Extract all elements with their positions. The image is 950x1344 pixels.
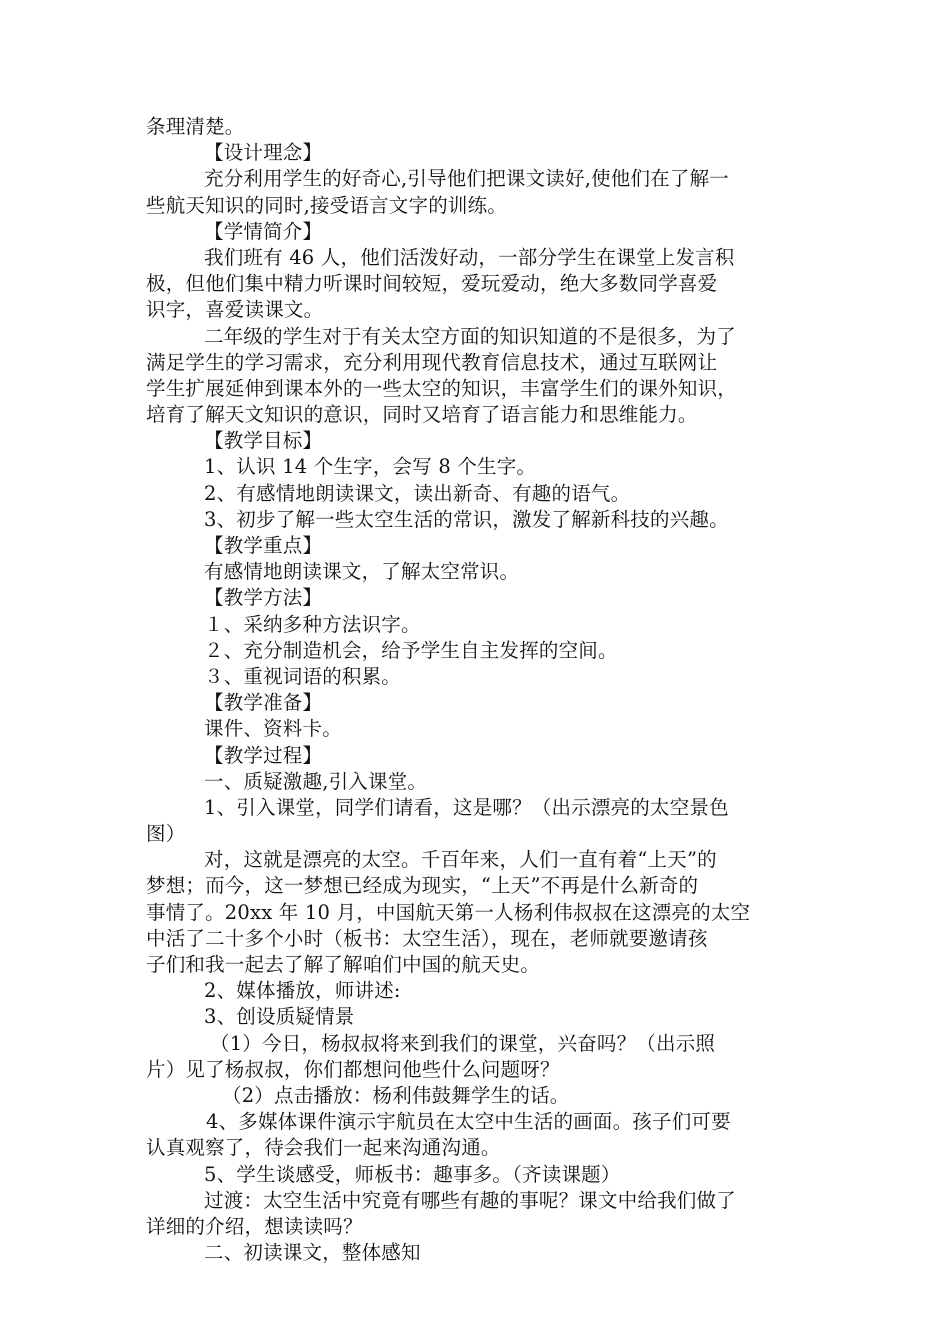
text-line: 【教学过程】 <box>204 743 323 767</box>
text-line: 极，但他们集中精力听课时间较短，爱玩爱动，绝大多数同学喜爱 <box>146 272 718 296</box>
text-line: 过渡：太空生活中究竟有哪些有趣的事呢？课文中给我们做了 <box>204 1188 736 1212</box>
text-line: ２、充分制造机会，给予学生自主发挥的空间。 <box>204 638 618 662</box>
text-line: 3、创设质疑情景 <box>204 1005 355 1029</box>
text-line: 【设计理念】 <box>204 141 323 165</box>
text-line: 4、多媒体课件演示宇航员在太空中生活的画面。孩子们可要 <box>206 1110 731 1134</box>
text-line: 【教学准备】 <box>204 691 323 715</box>
text-line: 子们和我一起去了解了解咱们中国的航天史。 <box>146 953 541 976</box>
text-line: 片）见了杨叔叔，你们都想问他些什么问题呀？ <box>146 1057 560 1081</box>
text-line: 我们班有 46 人，他们活泼好动，一部分学生在课堂上发言积 <box>204 245 735 269</box>
text-line: 梦想；而今，这一梦想已经成为现实，“上天”不再是什么新奇的 <box>146 874 699 898</box>
text-line: 5、学生谈感受，师板书：趣事多。（齐读课题） <box>204 1162 621 1186</box>
text-line: 1、引入课堂，同学们请看，这是哪？（出示漂亮的太空景色 <box>204 795 729 819</box>
text-line: 对，这就是漂亮的太空。千百年来，人们一直有着“上天”的 <box>204 848 717 872</box>
text-line: （2）点击播放：杨利伟鼓舞学生的话。 <box>222 1083 570 1107</box>
text-line: 事情了。20xx 年 10 月，中国航天第一人杨利伟叔叔在这漂亮的太空 <box>146 900 751 924</box>
text-line: １、采纳多种方法识字。 <box>204 612 421 636</box>
text-line: （1）今日，杨叔叔将来到我们的课堂，兴奋吗？（出示照 <box>210 1031 716 1055</box>
text-line: 满足学生的学习需求，充分利用现代教育信息技术，通过互联网让 <box>146 350 718 374</box>
text-line: 培育了解天文知识的意识，同时又培育了语言能力和思维能力。 <box>146 403 698 427</box>
text-line: 识字，喜爱读课文。 <box>146 298 324 322</box>
text-line: 2、有感情地朗读课文，读出新奇、有趣的语气。 <box>204 481 631 505</box>
text-line: 【教学目标】 <box>204 429 323 453</box>
text-line: 2、媒体播放，师讲述: <box>204 979 401 1003</box>
text-line: 二年级的学生对于有关太空方面的知识知道的不是很多，为了 <box>204 324 736 348</box>
document-body <box>146 114 816 1266</box>
text-line: 学生扩展延伸到课本外的一些太空的知识，丰富学生们的课外知识， <box>146 376 738 400</box>
text-line: 中活了二十多个小时（板书：太空生活），现在，老师就要邀请孩 <box>146 926 708 950</box>
text-line: 详细的介绍，想读读吗？ <box>146 1214 363 1238</box>
text-line: 图） <box>146 822 186 846</box>
text-line: 条理清楚。 <box>146 115 245 138</box>
text-line: 充分利用学生的好奇心,引导他们把课文读好,使他们在了解一 <box>204 167 729 191</box>
text-line: 些航天知识的同时,接受语言文字的训练。 <box>146 193 507 217</box>
text-line: 1、认识 14 个生字，会写 8 个生字。 <box>204 455 537 479</box>
text-line: 认真观察了，待会我们一起来沟通沟通。 <box>146 1136 501 1160</box>
text-line: 【教学重点】 <box>204 534 323 557</box>
text-line: 3、初步了解一些太空生活的常识，激发了解新科技的兴趣。 <box>204 507 729 531</box>
text-line: 【学情简介】 <box>204 219 323 243</box>
text-line: 课件、资料卡。 <box>204 717 342 741</box>
text-line: 一、质疑激趣,引入课堂。 <box>204 769 428 793</box>
text-line: 有感情地朗读课文，了解太空常识。 <box>204 560 520 584</box>
text-line: 【教学方法】 <box>204 586 323 610</box>
text-line: ３、重视词语的积累。 <box>204 664 402 688</box>
text-line: 二、初读课文，整体感知 <box>204 1241 421 1265</box>
